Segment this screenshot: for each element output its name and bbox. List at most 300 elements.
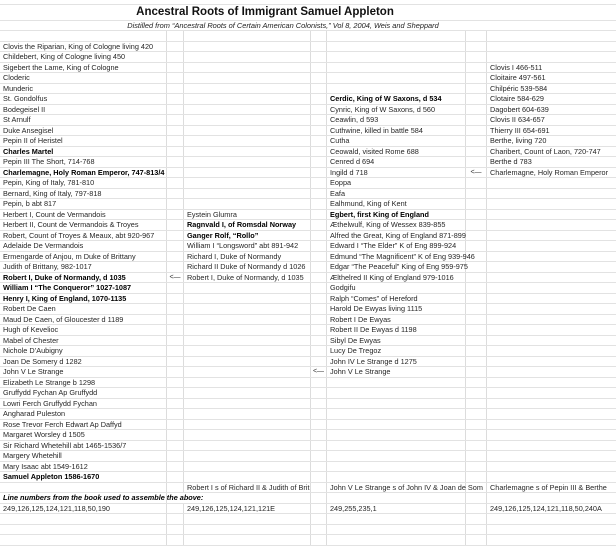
person-cell[interactable]	[184, 115, 311, 125]
person-cell[interactable]: Æthelwulf, King of Wessex 839-855	[327, 220, 466, 230]
person-cell[interactable]: Joan De Somery d 1282	[0, 357, 167, 367]
gap-cell[interactable]	[466, 157, 487, 167]
gap-cell[interactable]	[466, 525, 487, 535]
gap-cell[interactable]	[167, 504, 184, 514]
person-cell[interactable]	[487, 420, 616, 430]
gap-cell[interactable]	[167, 178, 184, 188]
gap-cell[interactable]	[167, 420, 184, 430]
gap-cell[interactable]	[466, 231, 487, 241]
person-cell[interactable]	[184, 31, 311, 41]
gap-cell[interactable]	[311, 136, 327, 146]
gap-cell[interactable]	[311, 262, 327, 272]
person-cell[interactable]	[487, 304, 616, 314]
person-cell[interactable]: Eafa	[327, 189, 466, 199]
gap-cell[interactable]	[466, 378, 487, 388]
gap-cell[interactable]	[466, 73, 487, 83]
person-cell[interactable]: Robert I De Ewyas	[327, 315, 466, 325]
gap-cell[interactable]	[466, 136, 487, 146]
person-cell[interactable]	[184, 451, 311, 461]
gap-cell[interactable]	[311, 504, 327, 514]
gap-cell[interactable]	[466, 315, 487, 325]
gap-cell[interactable]	[466, 336, 487, 346]
gap-cell[interactable]	[466, 462, 487, 472]
person-cell[interactable]	[487, 441, 616, 451]
gap-cell[interactable]	[167, 220, 184, 230]
person-cell[interactable]	[184, 105, 311, 115]
gap-cell[interactable]	[167, 346, 184, 356]
gap-cell[interactable]	[311, 441, 327, 451]
person-cell[interactable]	[184, 367, 311, 377]
person-cell[interactable]: William I “The Conqueror” 1027-1087	[0, 283, 167, 293]
person-cell[interactable]: Ragnvald I, of Romsdal Norway	[184, 220, 311, 230]
gap-cell[interactable]	[311, 514, 327, 524]
person-cell[interactable]: Mabel of Chester	[0, 336, 167, 346]
person-cell[interactable]	[487, 178, 616, 188]
gap-cell[interactable]	[311, 84, 327, 94]
person-cell[interactable]: Angharad Puleston	[0, 409, 167, 419]
person-cell[interactable]: Harold De Ewyas living 1115	[327, 304, 466, 314]
person-cell[interactable]	[184, 472, 311, 482]
person-cell[interactable]: 249,255,235,1	[327, 504, 466, 514]
gap-cell[interactable]	[466, 420, 487, 430]
person-cell[interactable]	[487, 535, 616, 545]
person-cell[interactable]: St. Gondolfus	[0, 94, 167, 104]
gap-cell[interactable]	[311, 472, 327, 482]
person-cell[interactable]: Chilpéric 539-584	[490, 83, 548, 93]
gap-cell[interactable]	[466, 430, 487, 440]
person-cell[interactable]: Bodegeisel II	[0, 105, 167, 115]
gap-cell[interactable]	[311, 94, 327, 104]
person-cell[interactable]: Ceawlin, d 593	[327, 115, 466, 125]
person-cell[interactable]	[184, 462, 311, 472]
gap-cell[interactable]	[311, 315, 327, 325]
gap-cell[interactable]	[466, 252, 487, 262]
person-cell[interactable]: Elizabeth Le Strange b 1298	[0, 378, 167, 388]
gap-cell[interactable]	[167, 52, 184, 62]
person-cell[interactable]	[327, 441, 466, 451]
person-cell[interactable]: Berthe d 783	[490, 157, 532, 166]
gap-cell[interactable]	[311, 304, 327, 314]
person-cell[interactable]	[487, 42, 616, 52]
page-title[interactable]: Ancestral Roots of Immigrant Samuel Appleton	[136, 6, 394, 18]
gap-cell[interactable]	[311, 52, 327, 62]
gap-cell[interactable]	[466, 388, 487, 398]
person-cell[interactable]	[487, 472, 616, 482]
person-cell[interactable]: Cutha	[327, 136, 466, 146]
person-cell[interactable]	[487, 231, 616, 241]
person-cell[interactable]: Cloderic	[0, 73, 167, 83]
gap-cell[interactable]	[311, 231, 327, 241]
lineage-arrow-left-icon[interactable]: <—	[167, 273, 184, 283]
gap-cell[interactable]	[167, 94, 184, 104]
person-cell[interactable]: Margaret Worsley d 1505	[0, 430, 167, 440]
person-cell[interactable]: 249,126,125,124,121,118,50,190	[0, 504, 167, 514]
gap-cell[interactable]	[311, 409, 327, 419]
gap-cell[interactable]	[311, 346, 327, 356]
person-cell[interactable]	[487, 357, 616, 367]
gap-cell[interactable]	[466, 514, 487, 524]
gap-cell[interactable]	[466, 210, 487, 220]
person-cell[interactable]: Robert De Caen	[0, 304, 167, 314]
person-cell[interactable]	[327, 73, 466, 83]
gap-cell[interactable]	[311, 378, 327, 388]
gap-cell[interactable]	[311, 157, 327, 167]
person-cell[interactable]: Charibert, Count of Laon, 720-747	[490, 146, 601, 156]
gap-cell[interactable]	[311, 294, 327, 304]
gap-cell[interactable]	[311, 483, 327, 493]
person-cell[interactable]	[184, 136, 311, 146]
gap-cell[interactable]	[466, 31, 487, 41]
person-cell[interactable]	[487, 430, 616, 440]
gap-cell[interactable]	[167, 325, 184, 335]
gap-cell[interactable]	[167, 157, 184, 167]
page-subtitle[interactable]: Distilled from “Ancestral Roots of Certain American Colonists,” Vol 8, 2004, Weis and Sheppard	[127, 21, 439, 30]
person-cell[interactable]	[487, 378, 616, 388]
person-cell[interactable]: Mary Isaac abt 1549-1612	[0, 462, 167, 472]
person-cell[interactable]: Cynric, King of W Saxons, d 560	[327, 105, 466, 115]
gap-cell[interactable]	[466, 294, 487, 304]
gap-cell[interactable]	[167, 388, 184, 398]
person-cell[interactable]	[487, 262, 616, 272]
gap-cell[interactable]	[311, 462, 327, 472]
person-cell[interactable]: Ælthelred II King of England 979-1016	[327, 273, 466, 283]
person-cell[interactable]	[327, 84, 466, 94]
gap-cell[interactable]	[167, 535, 184, 545]
gap-cell[interactable]	[311, 430, 327, 440]
person-cell[interactable]	[184, 399, 311, 409]
person-cell[interactable]: 249,126,125,124,121,118,50,240A	[490, 503, 602, 513]
gap-cell[interactable]	[466, 283, 487, 293]
gap-cell[interactable]	[167, 399, 184, 409]
person-cell[interactable]	[487, 189, 616, 199]
person-cell[interactable]: Pepin III The Short, 714-768	[0, 157, 167, 167]
gap-cell[interactable]	[311, 147, 327, 157]
person-cell[interactable]	[327, 420, 466, 430]
gap-cell[interactable]	[466, 105, 487, 115]
person-cell[interactable]	[487, 409, 616, 419]
gap-cell[interactable]	[311, 73, 327, 83]
person-cell[interactable]: Bernard, King of Italy, 797-818	[0, 189, 167, 199]
gap-cell[interactable]	[466, 42, 487, 52]
gap-cell[interactable]	[167, 210, 184, 220]
person-cell[interactable]	[487, 283, 616, 293]
gap-cell[interactable]	[167, 231, 184, 241]
gap-cell[interactable]	[466, 189, 487, 199]
gap-cell[interactable]	[311, 178, 327, 188]
person-cell[interactable]: Sigebert the Lame, King of Cologne	[0, 63, 167, 73]
gap-cell[interactable]	[466, 147, 487, 157]
person-cell[interactable]	[184, 147, 311, 157]
person-cell[interactable]: Charles Martel	[0, 147, 167, 157]
person-cell[interactable]: Cuthwine, killed in battle 584	[327, 126, 466, 136]
gap-cell[interactable]	[466, 472, 487, 482]
person-cell[interactable]	[327, 451, 466, 461]
person-cell[interactable]: Pepin, King of Italy, 781-810	[0, 178, 167, 188]
gap-cell[interactable]	[311, 535, 327, 545]
gap-cell[interactable]	[167, 136, 184, 146]
gap-cell[interactable]	[167, 168, 184, 178]
person-cell[interactable]	[487, 388, 616, 398]
person-cell[interactable]: Lucy De Tregoz	[327, 346, 466, 356]
person-cell[interactable]: St Arnulf	[0, 115, 167, 125]
gap-cell[interactable]	[311, 252, 327, 262]
person-cell[interactable]	[327, 472, 466, 482]
person-cell[interactable]	[184, 42, 311, 52]
person-cell[interactable]: Robert I s of Richard II & Judith of Brit	[184, 483, 311, 493]
gap-cell[interactable]	[311, 31, 327, 41]
person-cell[interactable]: Ralph “Comes” of Hereford	[327, 294, 466, 304]
person-cell[interactable]	[487, 399, 616, 409]
person-cell[interactable]	[184, 409, 311, 419]
person-cell[interactable]: Godgifu	[327, 283, 466, 293]
person-cell[interactable]	[184, 315, 311, 325]
person-cell[interactable]	[327, 493, 466, 503]
person-cell[interactable]: Henry I, King of England, 1070-1135	[0, 294, 167, 304]
gap-cell[interactable]	[311, 388, 327, 398]
person-cell[interactable]: Richard I, Duke of Normandy	[184, 252, 311, 262]
gap-cell[interactable]	[466, 178, 487, 188]
person-cell[interactable]: Edward I “The Elder” K of Eng 899-924	[327, 241, 466, 251]
person-cell[interactable]	[0, 535, 167, 545]
gap-cell[interactable]	[167, 42, 184, 52]
person-cell[interactable]	[487, 462, 616, 472]
person-cell[interactable]	[327, 525, 466, 535]
person-cell[interactable]	[327, 514, 466, 524]
person-cell[interactable]	[184, 168, 311, 178]
person-cell[interactable]	[487, 346, 616, 356]
person-cell[interactable]: Hugh of Kevelioc	[0, 325, 167, 335]
gap-cell[interactable]	[466, 483, 487, 493]
gap-cell[interactable]	[466, 493, 487, 503]
person-cell[interactable]	[184, 52, 311, 62]
gap-cell[interactable]	[466, 357, 487, 367]
person-cell[interactable]: John V Le Strange s of John IV & Joan de Som	[327, 483, 466, 493]
person-cell[interactable]	[487, 31, 616, 41]
person-cell[interactable]: Cenred d 694	[327, 157, 466, 167]
gap-cell[interactable]	[167, 115, 184, 125]
person-cell[interactable]: Cloitaire 497-561	[490, 73, 546, 82]
gap-cell[interactable]	[311, 451, 327, 461]
gap-cell[interactable]	[167, 283, 184, 293]
person-cell[interactable]: Adelaide De Vermandois	[0, 241, 167, 251]
gap-cell[interactable]	[167, 483, 184, 493]
person-cell[interactable]: Clotaire 584-629	[490, 94, 544, 103]
gap-cell[interactable]	[167, 189, 184, 199]
person-cell[interactable]: Robert I, Duke of Normandy, d 1035	[0, 273, 167, 283]
person-cell[interactable]	[184, 63, 311, 73]
person-cell[interactable]: Berthe, living 720	[490, 136, 547, 145]
person-cell[interactable]	[184, 378, 311, 388]
person-cell[interactable]	[487, 451, 616, 461]
gap-cell[interactable]	[466, 262, 487, 272]
gap-cell[interactable]	[311, 283, 327, 293]
person-cell[interactable]: Robert I, Duke of Normandy, d 1035	[184, 273, 311, 283]
person-cell[interactable]	[327, 63, 466, 73]
person-cell[interactable]	[184, 336, 311, 346]
person-cell[interactable]: Edgar “The Peaceful” King of Eng 959-975	[327, 262, 466, 272]
person-cell[interactable]: Samuel Appleton 1586-1670	[0, 472, 167, 482]
gap-cell[interactable]	[167, 472, 184, 482]
lineage-arrow-left-icon[interactable]: <—	[466, 168, 487, 178]
person-cell[interactable]	[0, 525, 167, 535]
gap-cell[interactable]	[466, 367, 487, 377]
gap-cell[interactable]	[167, 409, 184, 419]
gap-cell[interactable]	[466, 241, 487, 251]
person-cell[interactable]	[184, 84, 311, 94]
person-cell[interactable]	[184, 178, 311, 188]
gap-cell[interactable]	[311, 105, 327, 115]
gap-cell[interactable]	[311, 336, 327, 346]
gap-cell[interactable]	[167, 241, 184, 251]
person-cell[interactable]	[487, 241, 616, 251]
gap-cell[interactable]	[167, 126, 184, 136]
person-cell[interactable]: Charlemagne, Holy Roman Emperor	[490, 167, 609, 177]
person-cell[interactable]: Ganger Rolf, “Rollo”	[184, 231, 311, 241]
person-cell[interactable]: Maud De Caen, of Gloucester d 1189	[0, 315, 167, 325]
gap-cell[interactable]	[167, 367, 184, 377]
person-cell[interactable]	[487, 294, 616, 304]
gap-cell[interactable]	[311, 357, 327, 367]
person-cell[interactable]	[487, 52, 616, 62]
person-cell[interactable]	[327, 52, 466, 62]
person-cell[interactable]: Eoppa	[327, 178, 466, 188]
person-cell[interactable]: Ealhmund, King of Kent	[327, 199, 466, 209]
gap-cell[interactable]	[167, 294, 184, 304]
gap-cell[interactable]	[466, 409, 487, 419]
gap-cell[interactable]	[167, 31, 184, 41]
gap-cell[interactable]	[311, 168, 327, 178]
gap-cell[interactable]	[167, 84, 184, 94]
person-cell[interactable]: Nichole D’Aubigny	[0, 346, 167, 356]
person-cell[interactable]	[184, 189, 311, 199]
gap-cell[interactable]	[167, 493, 184, 503]
gap-cell[interactable]	[167, 73, 184, 83]
person-cell[interactable]	[327, 378, 466, 388]
person-cell[interactable]	[327, 388, 466, 398]
person-cell[interactable]: Thierry III 654-691	[490, 125, 550, 135]
person-cell[interactable]	[327, 399, 466, 409]
gap-cell[interactable]	[466, 304, 487, 314]
gap-cell[interactable]	[167, 357, 184, 367]
person-cell[interactable]: Herbert II, Count de Vermandois & Troyes	[0, 220, 167, 230]
gap-cell[interactable]	[311, 525, 327, 535]
person-cell[interactable]	[487, 514, 616, 524]
gap-cell[interactable]	[167, 262, 184, 272]
person-cell[interactable]: Edmund “The Magnificent” K of Eng 939-946	[327, 252, 466, 262]
person-cell[interactable]: Childebert, King of Cologne living 450	[0, 52, 167, 62]
person-cell[interactable]	[0, 514, 167, 524]
gap-cell[interactable]	[167, 304, 184, 314]
gap-cell[interactable]	[466, 399, 487, 409]
person-cell[interactable]: Sir Richard Whetehill abt 1465-1536/7	[0, 441, 167, 451]
person-cell[interactable]: 249,126,125,124,121,121E	[184, 504, 311, 514]
person-cell[interactable]	[487, 252, 616, 262]
person-cell[interactable]	[184, 126, 311, 136]
person-cell[interactable]	[0, 31, 167, 41]
gap-cell[interactable]	[466, 451, 487, 461]
person-cell[interactable]	[327, 430, 466, 440]
gap-cell[interactable]	[311, 420, 327, 430]
gap-cell[interactable]	[466, 52, 487, 62]
gap-cell[interactable]	[167, 336, 184, 346]
person-cell[interactable]	[327, 31, 466, 41]
person-cell[interactable]	[184, 535, 311, 545]
gap-cell[interactable]	[466, 220, 487, 230]
person-cell[interactable]: Richard II Duke of Normandy d 1026	[184, 262, 311, 272]
gap-cell[interactable]	[466, 273, 487, 283]
gap-cell[interactable]	[466, 199, 487, 209]
gap-cell[interactable]	[167, 462, 184, 472]
gap-cell[interactable]	[466, 63, 487, 73]
gap-cell[interactable]	[466, 346, 487, 356]
person-cell[interactable]	[487, 273, 616, 283]
person-cell[interactable]	[184, 294, 311, 304]
person-cell[interactable]	[487, 220, 616, 230]
gap-cell[interactable]	[311, 63, 327, 73]
person-cell[interactable]	[487, 315, 616, 325]
person-cell[interactable]: Ceowald, visited Rome 688	[327, 147, 466, 157]
gap-cell[interactable]	[311, 210, 327, 220]
person-cell[interactable]: Pepin II of Heristel	[0, 136, 167, 146]
person-cell[interactable]	[184, 430, 311, 440]
person-cell[interactable]	[0, 483, 167, 493]
gap-cell[interactable]	[167, 315, 184, 325]
gap-cell[interactable]	[167, 525, 184, 535]
gap-cell[interactable]	[466, 504, 487, 514]
gap-cell[interactable]	[311, 115, 327, 125]
gap-cell[interactable]	[466, 126, 487, 136]
gap-cell[interactable]	[311, 199, 327, 209]
person-cell[interactable]: Charlemagne s of Pepin III & Berthe	[490, 482, 607, 492]
gap-cell[interactable]	[167, 430, 184, 440]
gap-cell[interactable]	[311, 325, 327, 335]
gap-cell[interactable]	[311, 493, 327, 503]
person-cell[interactable]: Alfred the Great, King of England 871-899	[327, 231, 466, 241]
gap-cell[interactable]	[167, 63, 184, 73]
person-cell[interactable]: Lowri Ferch Gruffydd Fychan	[0, 399, 167, 409]
person-cell[interactable]	[327, 535, 466, 545]
lineage-arrow-left-icon[interactable]: <—	[311, 367, 327, 377]
gap-cell[interactable]	[167, 441, 184, 451]
person-cell[interactable]	[184, 94, 311, 104]
gap-cell[interactable]	[311, 273, 327, 283]
person-cell[interactable]: John V Le Strange	[0, 367, 167, 377]
gap-cell[interactable]	[167, 105, 184, 115]
person-cell[interactable]: John IV Le Strange d 1275	[327, 357, 466, 367]
person-cell[interactable]: Duke Ansegisel	[0, 126, 167, 136]
gap-cell[interactable]	[466, 94, 487, 104]
person-cell[interactable]	[184, 357, 311, 367]
person-cell[interactable]: Dagobert 604-639	[490, 104, 549, 114]
person-cell[interactable]	[184, 514, 311, 524]
person-cell[interactable]: Ermengarde of Anjou, m Duke of Brittany	[0, 252, 167, 262]
person-cell[interactable]: Rose Trevor Ferch Edwart Ap Daffyd	[0, 420, 167, 430]
person-cell[interactable]	[327, 409, 466, 419]
person-cell[interactable]: Robert II De Ewyas d 1198	[327, 325, 466, 335]
person-cell[interactable]	[487, 525, 616, 535]
person-cell[interactable]	[184, 441, 311, 451]
gap-cell[interactable]	[311, 189, 327, 199]
person-cell[interactable]: Judith of Brittany, 982-1017	[0, 262, 167, 272]
person-cell[interactable]: Margery Whetehill	[0, 451, 167, 461]
person-cell[interactable]: John V Le Strange	[327, 367, 466, 377]
person-cell[interactable]	[184, 525, 311, 535]
gap-cell[interactable]	[167, 378, 184, 388]
gap-cell[interactable]	[311, 220, 327, 230]
gap-cell[interactable]	[167, 147, 184, 157]
gap-cell[interactable]	[466, 535, 487, 545]
person-cell[interactable]: Clovis the Riparian, King of Cologne living 420	[0, 42, 167, 52]
